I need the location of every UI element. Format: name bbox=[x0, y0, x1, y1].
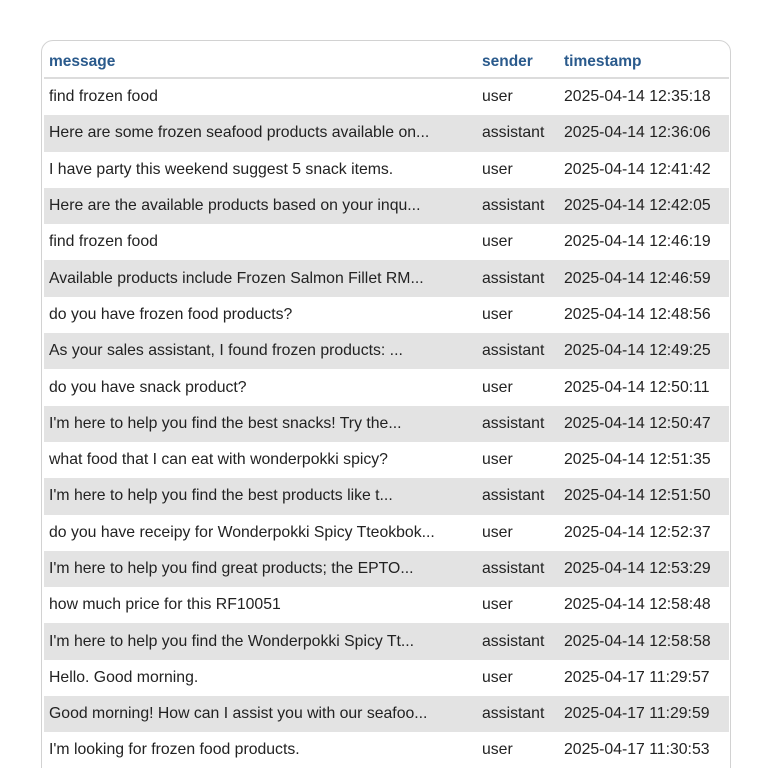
table-row[interactable] bbox=[44, 623, 729, 659]
cell-message: what food that I can eat with wonderpokki spicy? bbox=[44, 442, 477, 478]
table-row[interactable] bbox=[44, 478, 729, 514]
cell-message: I'm here to help you find great products; the EPTO... bbox=[44, 551, 477, 587]
table-body bbox=[44, 78, 729, 768]
cell-timestamp: 2025-04-14 12:42:05 bbox=[559, 188, 729, 224]
cell-message: Here are the available products based on your inqu... bbox=[44, 188, 477, 224]
cell-sender: assistant bbox=[477, 260, 559, 296]
table-row[interactable] bbox=[44, 660, 729, 696]
cell-sender: user bbox=[477, 515, 559, 551]
cell-timestamp: 2025-04-14 12:46:19 bbox=[559, 224, 729, 260]
cell-message: do you have receipy for Wonderpokki Spicy Tteokbok... bbox=[44, 515, 477, 551]
cell-message: do you have frozen food products? bbox=[44, 297, 477, 333]
cell-sender: assistant bbox=[477, 406, 559, 442]
cell-message: I'm here to help you find the best products like t... bbox=[44, 478, 477, 514]
table-row[interactable] bbox=[44, 515, 729, 551]
table-row[interactable] bbox=[44, 188, 729, 224]
table-row[interactable] bbox=[44, 442, 729, 478]
cell-sender: user bbox=[477, 297, 559, 333]
cell-message: Available products include Frozen Salmon Fillet RM... bbox=[44, 260, 477, 296]
cell-message: As your sales assistant, I found frozen products: ... bbox=[44, 333, 477, 369]
cell-sender: assistant bbox=[477, 623, 559, 659]
cell-sender: assistant bbox=[477, 115, 559, 151]
cell-message: find frozen food bbox=[44, 78, 477, 115]
table-row[interactable] bbox=[44, 369, 729, 405]
cell-timestamp: 2025-04-14 12:36:06 bbox=[559, 115, 729, 151]
cell-sender: assistant bbox=[477, 696, 559, 732]
table-row[interactable] bbox=[44, 551, 729, 587]
table-row[interactable] bbox=[44, 260, 729, 296]
cell-sender: assistant bbox=[477, 333, 559, 369]
cell-timestamp: 2025-04-17 11:29:57 bbox=[559, 660, 729, 696]
cell-timestamp: 2025-04-14 12:50:11 bbox=[559, 369, 729, 405]
cell-sender: user bbox=[477, 152, 559, 188]
cell-timestamp: 2025-04-14 12:51:50 bbox=[559, 478, 729, 514]
cell-timestamp: 2025-04-17 11:30:53 bbox=[559, 732, 729, 768]
cell-sender: assistant bbox=[477, 478, 559, 514]
cell-message: how much price for this RF10051 bbox=[44, 587, 477, 623]
cell-message: Good morning! How can I assist you with our seafoo... bbox=[44, 696, 477, 732]
cell-timestamp: 2025-04-14 12:48:56 bbox=[559, 297, 729, 333]
messages-table-container bbox=[41, 40, 731, 768]
cell-timestamp: 2025-04-14 12:46:59 bbox=[559, 260, 729, 296]
table-row[interactable] bbox=[44, 732, 729, 768]
cell-sender: user bbox=[477, 224, 559, 260]
cell-message: I'm here to help you find the best snacks! Try the... bbox=[44, 406, 477, 442]
cell-sender: user bbox=[477, 587, 559, 623]
cell-sender: user bbox=[477, 660, 559, 696]
cell-message: Here are some frozen seafood products available on... bbox=[44, 115, 477, 151]
cell-timestamp: 2025-04-14 12:53:29 bbox=[559, 551, 729, 587]
table-row[interactable] bbox=[44, 696, 729, 732]
cell-sender: assistant bbox=[477, 188, 559, 224]
cell-message: Hello. Good morning. bbox=[44, 660, 477, 696]
cell-sender: user bbox=[477, 369, 559, 405]
cell-sender: user bbox=[477, 442, 559, 478]
table-row[interactable] bbox=[44, 115, 729, 151]
table-row[interactable] bbox=[44, 152, 729, 188]
table-header-row bbox=[44, 46, 729, 78]
table-row[interactable] bbox=[44, 406, 729, 442]
cell-sender: user bbox=[477, 732, 559, 768]
column-header-sender[interactable]: sender bbox=[477, 46, 559, 78]
cell-timestamp: 2025-04-14 12:51:35 bbox=[559, 442, 729, 478]
column-header-timestamp[interactable]: timestamp bbox=[559, 46, 729, 78]
cell-timestamp: 2025-04-14 12:41:42 bbox=[559, 152, 729, 188]
table-row[interactable] bbox=[44, 78, 729, 115]
cell-timestamp: 2025-04-17 11:29:59 bbox=[559, 696, 729, 732]
cell-message: do you have snack product? bbox=[44, 369, 477, 405]
cell-message: I'm looking for frozen food products. bbox=[44, 732, 477, 768]
cell-sender: user bbox=[477, 78, 559, 115]
table-row[interactable] bbox=[44, 587, 729, 623]
cell-timestamp: 2025-04-14 12:58:48 bbox=[559, 587, 729, 623]
cell-timestamp: 2025-04-14 12:52:37 bbox=[559, 515, 729, 551]
table-row[interactable] bbox=[44, 297, 729, 333]
messages-table bbox=[44, 46, 729, 768]
cell-sender: assistant bbox=[477, 551, 559, 587]
cell-message: I'm here to help you find the Wonderpokki Spicy Tt... bbox=[44, 623, 477, 659]
cell-timestamp: 2025-04-14 12:50:47 bbox=[559, 406, 729, 442]
table-row[interactable] bbox=[44, 333, 729, 369]
cell-timestamp: 2025-04-14 12:58:58 bbox=[559, 623, 729, 659]
cell-timestamp: 2025-04-14 12:49:25 bbox=[559, 333, 729, 369]
table-row[interactable] bbox=[44, 224, 729, 260]
cell-timestamp: 2025-04-14 12:35:18 bbox=[559, 78, 729, 115]
cell-message: find frozen food bbox=[44, 224, 477, 260]
cell-message: I have party this weekend suggest 5 snack items. bbox=[44, 152, 477, 188]
column-header-message[interactable]: message bbox=[44, 46, 477, 78]
